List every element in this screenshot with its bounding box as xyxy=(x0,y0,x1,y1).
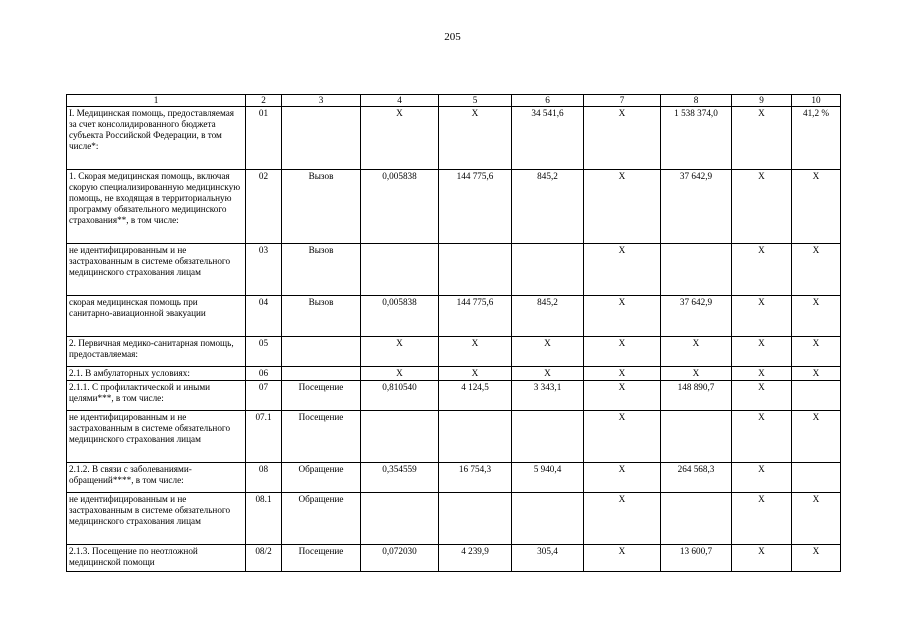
cell-col-6 xyxy=(512,244,584,296)
cell-col-5: 144 775,6 xyxy=(439,296,512,337)
column-number-8: 8 xyxy=(661,95,732,107)
cell-col-10: X xyxy=(792,337,841,367)
cell-col-4 xyxy=(361,244,439,296)
cell-col-8 xyxy=(661,244,732,296)
cell-col-5: 144 775,6 xyxy=(439,170,512,244)
cell-row-code: 04 xyxy=(246,296,282,337)
cell-row-label: 2.1. В амбулаторных условиях: xyxy=(67,367,246,381)
cell-col-4 xyxy=(361,493,439,545)
cell-col-7: X xyxy=(584,107,661,170)
cell-col-6: 305,4 xyxy=(512,545,584,572)
cell-unit: Вызов xyxy=(282,244,361,296)
cell-col-9: X xyxy=(732,170,792,244)
cell-col-4: 0,810540 xyxy=(361,381,439,411)
table-row xyxy=(67,493,841,545)
cell-col-6 xyxy=(512,493,584,545)
cell-col-6: 845,2 xyxy=(512,170,584,244)
cell-col-8: 1 538 374,0 xyxy=(661,107,732,170)
cell-col-4: 0,072030 xyxy=(361,545,439,572)
cell-col-8: X xyxy=(661,367,732,381)
cell-col-8 xyxy=(661,411,732,463)
cell-col-9: X xyxy=(732,107,792,170)
table-row xyxy=(67,337,841,367)
cell-col-6: 845,2 xyxy=(512,296,584,337)
cell-row-code: 07 xyxy=(246,381,282,411)
cell-row-label: скорая медицинская помощь при санитарно-авиационной эвакуации xyxy=(67,296,246,337)
column-number-9: 9 xyxy=(732,95,792,107)
cell-unit: Обращение xyxy=(282,493,361,545)
cell-row-label: не идентифицированным и не застрахованным в системе обязательного медицинского страхования лицам xyxy=(67,411,246,463)
cell-col-6: 34 541,6 xyxy=(512,107,584,170)
cell-col-7: X xyxy=(584,244,661,296)
table-body xyxy=(67,95,841,572)
cell-col-7: X xyxy=(584,296,661,337)
cell-col-4: X xyxy=(361,337,439,367)
table-row xyxy=(67,545,841,572)
cell-col-10 xyxy=(792,463,841,493)
cell-col-6: 3 343,1 xyxy=(512,381,584,411)
cell-unit: Посещение xyxy=(282,545,361,572)
cell-col-10: X xyxy=(792,367,841,381)
table-row xyxy=(67,381,841,411)
cell-col-5: 4 124,5 xyxy=(439,381,512,411)
cell-col-6 xyxy=(512,411,584,463)
cell-col-9: X xyxy=(732,545,792,572)
column-number-2: 2 xyxy=(246,95,282,107)
cell-row-label: I. Медицинская помощь, предоставляемая за счет консолидированного бюджета субъекта Российской Федерации, в том числе*: xyxy=(67,107,246,170)
cell-row-code: 08 xyxy=(246,463,282,493)
cell-row-code: 05 xyxy=(246,337,282,367)
cell-col-8 xyxy=(661,493,732,545)
cell-col-8: 148 890,7 xyxy=(661,381,732,411)
cell-col-8: 37 642,9 xyxy=(661,170,732,244)
cell-col-5: X xyxy=(439,367,512,381)
table-row xyxy=(67,463,841,493)
cell-col-7: X xyxy=(584,381,661,411)
cell-col-5 xyxy=(439,244,512,296)
cell-col-10: X xyxy=(792,170,841,244)
cell-row-code: 07.1 xyxy=(246,411,282,463)
cell-col-6: X xyxy=(512,367,584,381)
table-row xyxy=(67,107,841,170)
cell-col-7: X xyxy=(584,411,661,463)
cell-row-code: 01 xyxy=(246,107,282,170)
cell-unit xyxy=(282,107,361,170)
cell-col-8: 264 568,3 xyxy=(661,463,732,493)
cell-col-6: X xyxy=(512,337,584,367)
cell-row-code: 03 xyxy=(246,244,282,296)
cell-row-code: 06 xyxy=(246,367,282,381)
cell-row-label: 2.1.2. В связи с заболеваниями-обращений****, в том числе: xyxy=(67,463,246,493)
column-number-1: 1 xyxy=(67,95,246,107)
cell-col-9: X xyxy=(732,381,792,411)
cell-col-10 xyxy=(792,381,841,411)
cell-row-label: 2.1.1. С профилактической и иными целями***, в том числе: xyxy=(67,381,246,411)
cell-unit: Обращение xyxy=(282,463,361,493)
cell-unit: Посещение xyxy=(282,411,361,463)
cell-col-4: 0,354559 xyxy=(361,463,439,493)
page-number: 205 xyxy=(444,31,461,43)
cell-col-10: X xyxy=(792,545,841,572)
cell-unit xyxy=(282,337,361,367)
cell-row-code: 08.1 xyxy=(246,493,282,545)
cell-col-7: X xyxy=(584,463,661,493)
cell-col-9: X xyxy=(732,244,792,296)
cell-unit: Вызов xyxy=(282,296,361,337)
table-row xyxy=(67,411,841,463)
cell-col-5: 4 239,9 xyxy=(439,545,512,572)
table-row xyxy=(67,244,841,296)
column-number-6: 6 xyxy=(512,95,584,107)
cell-row-code: 08/2 xyxy=(246,545,282,572)
cell-col-7: X xyxy=(584,337,661,367)
column-number-5: 5 xyxy=(439,95,512,107)
cell-col-10: X xyxy=(792,411,841,463)
column-number-4: 4 xyxy=(361,95,439,107)
table-row xyxy=(67,367,841,381)
cell-col-5 xyxy=(439,411,512,463)
cell-unit: Вызов xyxy=(282,170,361,244)
cell-col-10: X xyxy=(792,493,841,545)
column-number-7: 7 xyxy=(584,95,661,107)
cell-col-7: X xyxy=(584,493,661,545)
cell-col-8: 37 642,9 xyxy=(661,296,732,337)
cell-col-8: 13 600,7 xyxy=(661,545,732,572)
cell-col-9: X xyxy=(732,337,792,367)
cell-row-label: 2.1.3. Посещение по неотложной медицинской помощи xyxy=(67,545,246,572)
data-table xyxy=(66,94,841,572)
cell-col-4: X xyxy=(361,107,439,170)
cell-col-5: X xyxy=(439,337,512,367)
cell-col-7: X xyxy=(584,170,661,244)
cell-col-5: 16 754,3 xyxy=(439,463,512,493)
cell-row-label: не идентифицированным и не застрахованным в системе обязательного медицинского страхования лицам xyxy=(67,244,246,296)
column-number-3: 3 xyxy=(282,95,361,107)
cell-col-5 xyxy=(439,493,512,545)
cell-col-10: X xyxy=(792,296,841,337)
header-row xyxy=(67,95,841,107)
cell-col-4 xyxy=(361,411,439,463)
cell-col-9: X xyxy=(732,411,792,463)
cell-row-code: 02 xyxy=(246,170,282,244)
column-number-10: 10 xyxy=(792,95,841,107)
cell-col-4: X xyxy=(361,367,439,381)
cell-col-4: 0,005838 xyxy=(361,296,439,337)
table-row xyxy=(67,170,841,244)
cell-col-9: X xyxy=(732,296,792,337)
cell-col-9: X xyxy=(732,463,792,493)
cell-col-9: X xyxy=(732,367,792,381)
cell-row-label: 2. Первичная медико-санитарная помощь, предоставляемая: xyxy=(67,337,246,367)
cell-row-label: не идентифицированным и не застрахованным в системе обязательного медицинского страхования лицам xyxy=(67,493,246,545)
cell-col-10: 41,2 % xyxy=(792,107,841,170)
cell-col-4: 0,005838 xyxy=(361,170,439,244)
cell-row-label: 1. Скорая медицинская помощь, включая скорую специализированную медицинскую помощь, не входящая в территориальную программу обязательного медицинского страхования**, в том числе: xyxy=(67,170,246,244)
cell-col-7: X xyxy=(584,545,661,572)
table-row xyxy=(67,296,841,337)
cell-unit: Посещение xyxy=(282,381,361,411)
cell-col-6: 5 940,4 xyxy=(512,463,584,493)
cell-col-9: X xyxy=(732,493,792,545)
cell-col-5: X xyxy=(439,107,512,170)
cell-col-8: X xyxy=(661,337,732,367)
cell-unit xyxy=(282,367,361,381)
cell-col-7: X xyxy=(584,367,661,381)
cell-col-10: X xyxy=(792,244,841,296)
